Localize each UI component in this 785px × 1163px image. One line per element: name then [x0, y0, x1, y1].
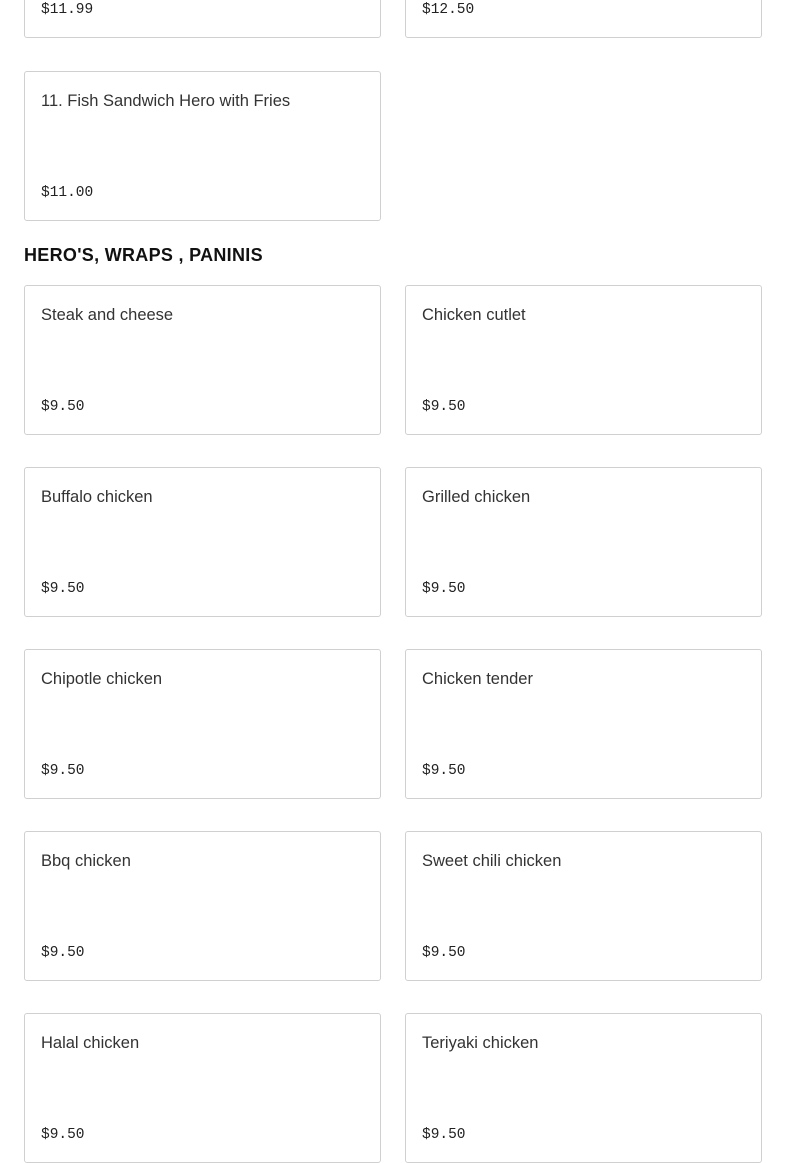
item-price: $9.50: [41, 945, 85, 961]
menu-item-card[interactable]: [405, 649, 762, 799]
item-name: Chicken cutlet: [422, 306, 526, 324]
menu-item-card[interactable]: [24, 649, 381, 799]
menu-item-card[interactable]: [405, 285, 762, 435]
item-name: Halal chicken: [41, 1034, 140, 1052]
item-name: Sweet chili chicken: [422, 852, 562, 870]
section-title: HERO'S, WRAPS , PANINIS: [24, 245, 263, 265]
item-price: $9.50: [422, 399, 466, 415]
menu-item-card[interactable]: [24, 1013, 381, 1163]
item-price: $9.50: [41, 399, 85, 415]
menu-item-card[interactable]: [405, 0, 762, 38]
item-name: Chipotle chicken: [41, 670, 163, 688]
menu-item-card[interactable]: [24, 71, 381, 221]
menu-item-card[interactable]: [405, 1013, 762, 1163]
item-price: $9.50: [41, 1127, 85, 1143]
menu-item-card[interactable]: [405, 467, 762, 617]
item-name: Grilled chicken: [422, 488, 531, 506]
item-price: $11.99: [41, 2, 94, 18]
item-name: Steak and cheese: [41, 306, 174, 324]
menu-item-card[interactable]: [24, 0, 381, 38]
item-price: $12.50: [422, 2, 475, 18]
item-price: $11.00: [41, 185, 94, 201]
item-name: 11. Fish Sandwich Hero with Fries: [41, 92, 291, 110]
item-price: $9.50: [422, 945, 466, 961]
menu-item-card[interactable]: [24, 285, 381, 435]
item-name: Bbq chicken: [41, 852, 131, 870]
menu-item-card[interactable]: [24, 831, 381, 981]
item-name: Buffalo chicken: [41, 488, 153, 506]
item-price: $9.50: [422, 763, 466, 779]
item-price: $9.50: [422, 1127, 466, 1143]
item-price: $9.50: [422, 581, 466, 597]
menu-item-card[interactable]: [405, 831, 762, 981]
menu-item-card[interactable]: [24, 467, 381, 617]
item-price: $9.50: [41, 581, 85, 597]
item-price: $9.50: [41, 763, 85, 779]
item-name: Chicken tender: [422, 670, 533, 688]
item-name: Teriyaki chicken: [422, 1034, 539, 1052]
